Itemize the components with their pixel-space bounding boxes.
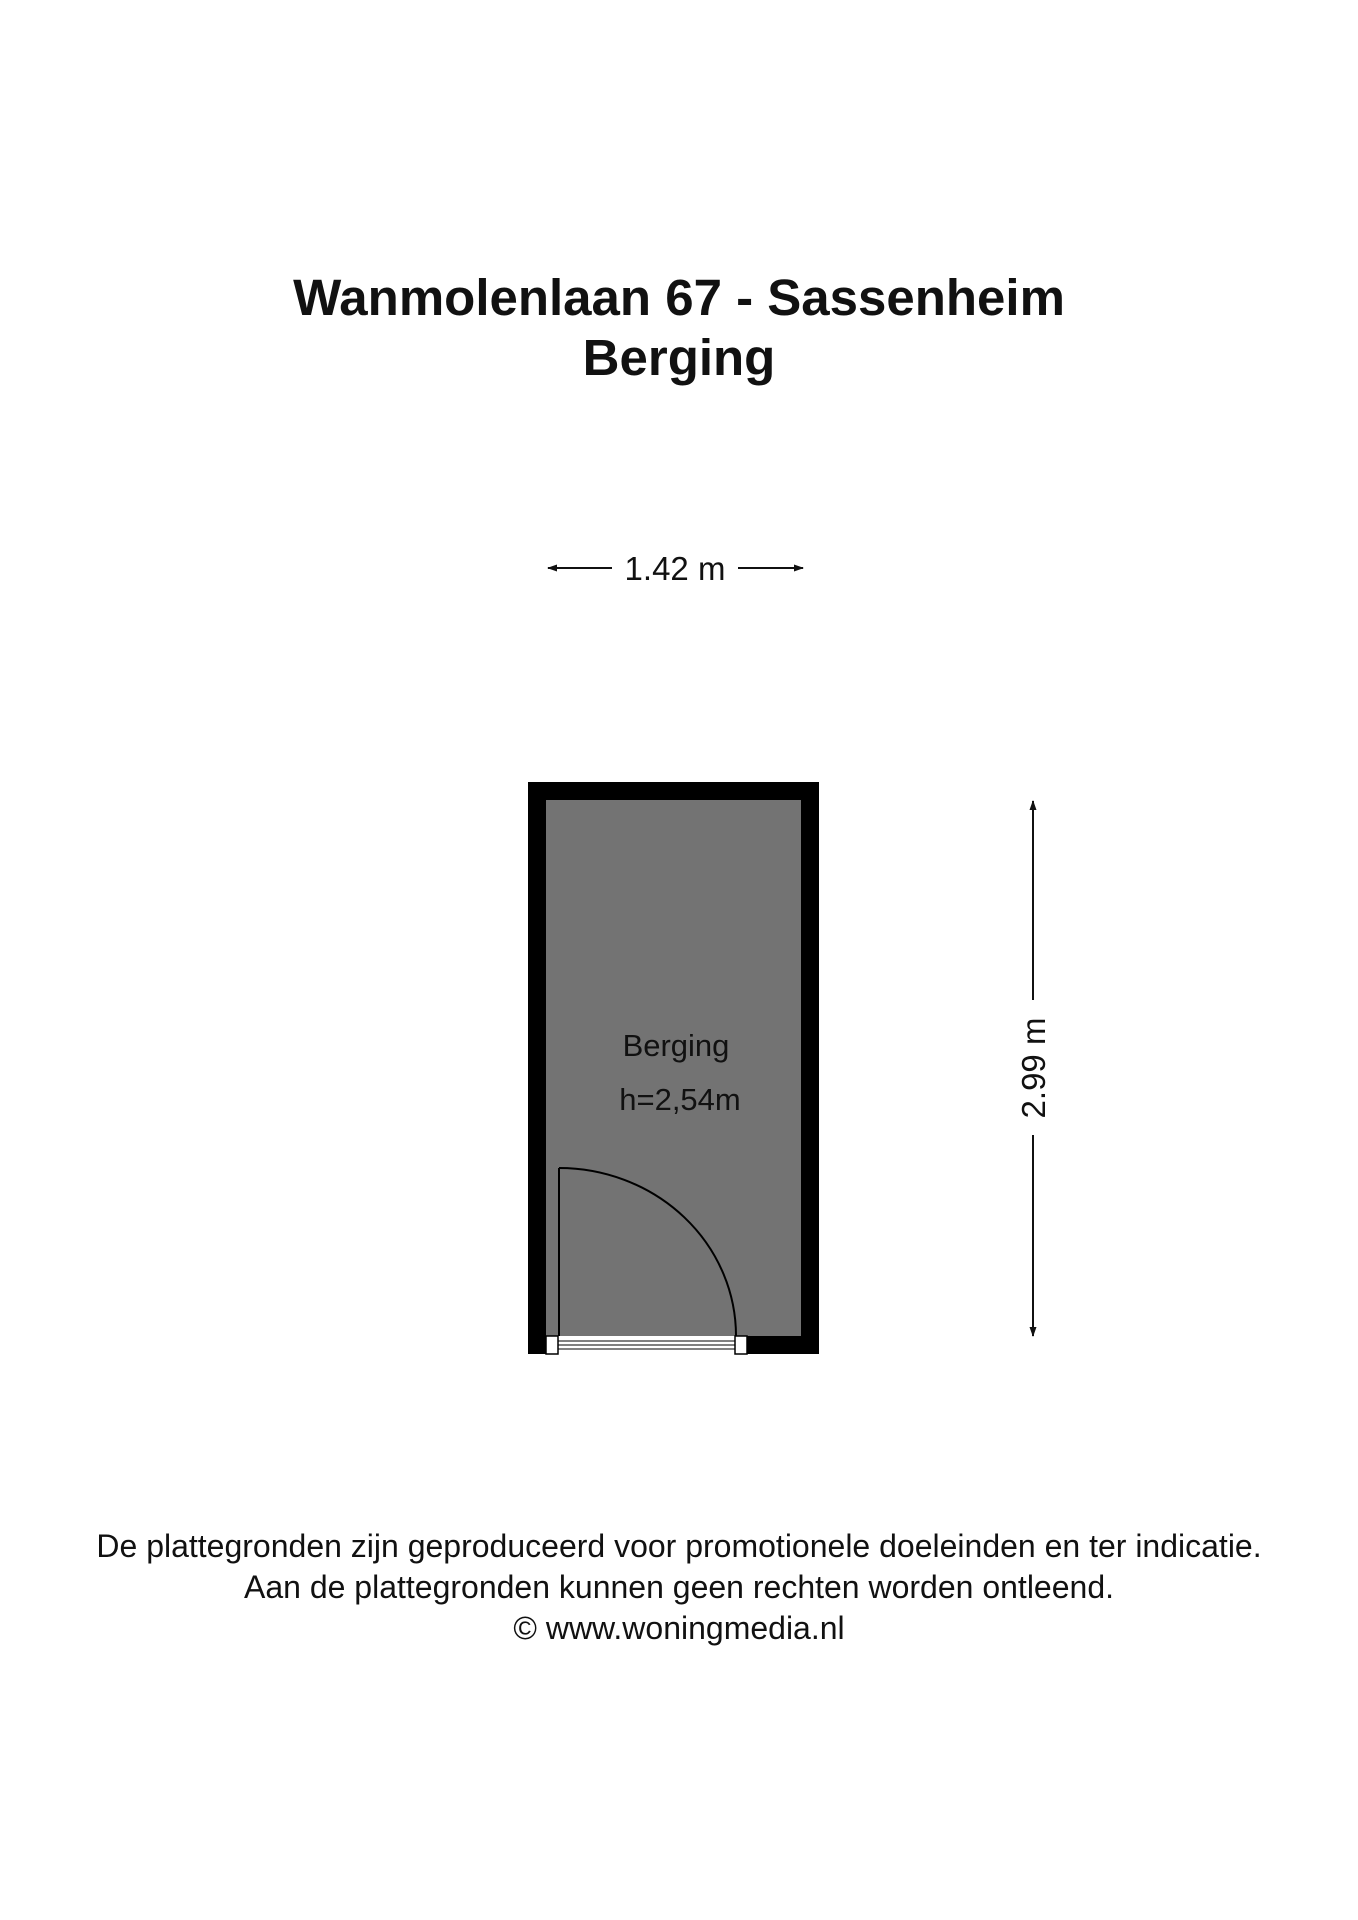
disclaimer-line-1: De plattegronden zijn geproduceerd voor promotionele doeleinden en ter indicatie. [96, 1528, 1262, 1564]
floor-title: Berging [582, 329, 776, 386]
door-opening [546, 1336, 747, 1354]
room-height-label: h=2,54m [619, 1082, 741, 1117]
disclaimer-line-2: Aan de plattegronden kunnen geen rechten worden ontleend. [243, 1569, 1114, 1605]
door-jamb-right [735, 1336, 747, 1354]
depth-dimension-label: 2.99 m [1015, 1017, 1052, 1119]
room-floor [546, 800, 801, 1336]
room-name-label: Berging [622, 1028, 730, 1063]
width-dimension-label: 1.42 m [624, 550, 726, 587]
address-title: Wanmolenlaan 67 - Sassenheim [293, 269, 1065, 326]
depth-dimension [1015, 801, 1052, 1336]
door-jamb-left [546, 1336, 558, 1354]
copyright-line: © www.woningmedia.nl [513, 1610, 845, 1646]
width-dimension [548, 550, 803, 587]
